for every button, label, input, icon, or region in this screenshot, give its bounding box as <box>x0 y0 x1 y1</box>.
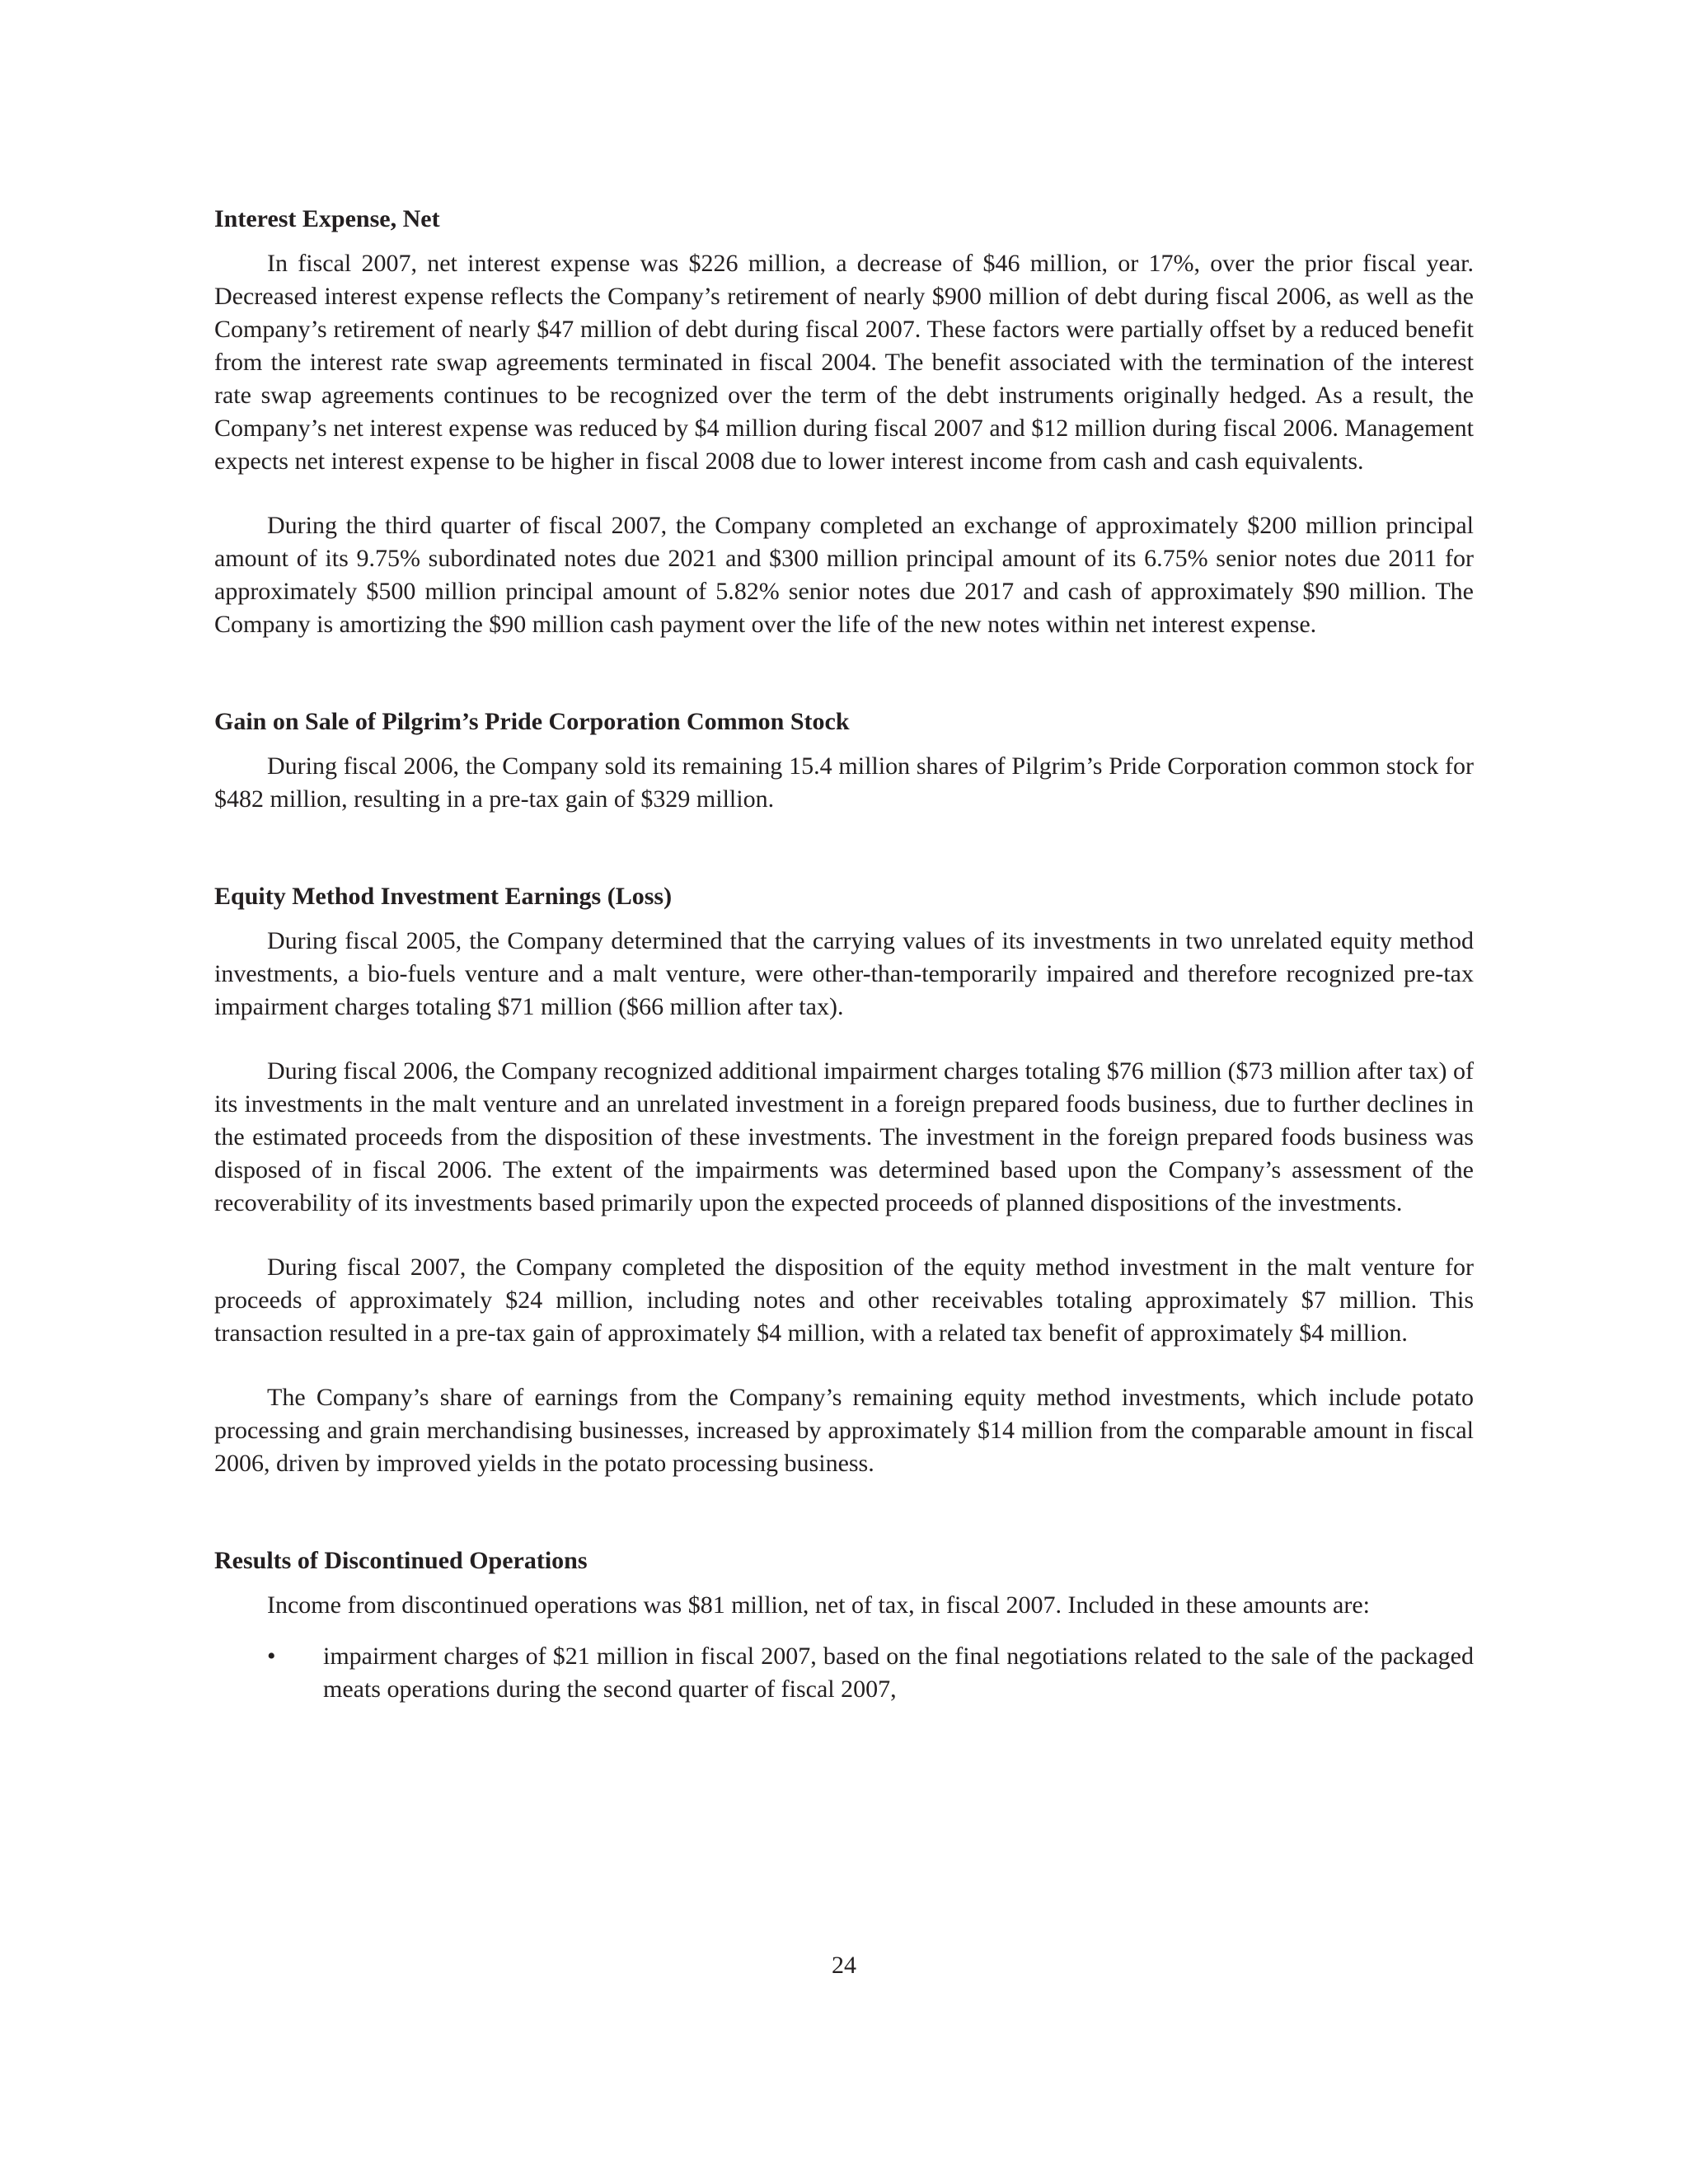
document-body <box>214 203 1474 1706</box>
page-number: 24 <box>832 1952 856 1979</box>
section-heading: Results of Discontinued Operations <box>214 1547 588 1574</box>
bullet-icon: • <box>267 1643 276 1670</box>
section-interest-expense <box>214 203 1474 641</box>
section-heading: Equity Method Investment Earnings (Loss) <box>214 883 673 910</box>
paragraph: In fiscal 2007, net interest expense was $226 million, a decrease of $46 million, or 17%, over the prior fiscal year. Decreased interest expense reflects the Company’s retirement of nearly $900 million of debt during fiscal 2006, as well as the Company’s retirement of nearly $47 million of debt during fiscal 2007. These factors were partially offset by a reduced benefit from the interest rate swap agreements terminated in fiscal 2004. The benefit associated with the termination of the interest rate swap agreements continues to be recognized over the term of the debt instruments originally hedged. As a result, the Company’s net interest expense was reduced by $4 million during fiscal 2007 and $12 million during fiscal 2006. Management expects net interest expense to be higher in fiscal 2008 due to lower interest income from cash and cash equivalents. <box>214 250 1474 475</box>
list-item-text: impairment charges of $21 million in fiscal 2007, based on the final negotiations related to the sale of the packaged meats operations during the second quarter of fiscal 2007, <box>323 1643 1474 1703</box>
paragraph: During the third quarter of fiscal 2007, the Company completed an exchange of approximately $200 million principal amount of its 9.75% subordinated notes due 2021 and $300 million principal amount of its 6.75% senior notes due 2011 for approximately $500 million principal amount of 5.82% senior notes due 2017 and cash of approximately $90 million. The Company is amortizing the $90 million cash payment over the life of the new notes within net interest expense. <box>214 512 1474 638</box>
paragraph: During fiscal 2007, the Company completed the disposition of the equity method investment in the malt venture for proceeds of approximately $24 million, including notes and other receivables totaling approximately $7 million. This transaction resulted in a pre-tax gain of approximately $4 million, with a related tax benefit of approximately $4 million. <box>214 1254 1474 1347</box>
paragraph: During fiscal 2006, the Company sold its remaining 15.4 million shares of Pilgrim’s Pride Corporation common stock for $482 million, resulting in a pre-tax gain of $329 million. <box>214 752 1474 813</box>
section-gain-on-sale <box>214 705 1474 816</box>
section-heading: Interest Expense, Net <box>214 205 440 232</box>
section-equity-method <box>214 880 1474 1480</box>
section-heading: Gain on Sale of Pilgrim’s Pride Corporation Common Stock <box>214 708 850 735</box>
paragraph: During fiscal 2005, the Company determined that the carrying values of its investments in two unrelated equity method investments, a bio-fuels venture and a malt venture, were other-than-temporarily impaired and therefore recognized pre-tax impairment charges totaling $71 million ($66 million after tax). <box>214 927 1474 1020</box>
paragraph: During fiscal 2006, the Company recognized additional impairment charges totaling $76 million ($73 million after tax) of its investments in the malt venture and an unrelated investment in a foreign prepared foods business, due to further declines in the estimated proceeds from the disposition of these investments. The investment in the foreign prepared foods business was disposed of in fiscal 2006. The extent of the impairments was determined based upon the Company’s assessment of the recoverability of its investments based primarily upon the expected proceeds of planned dispositions of the investments. <box>214 1057 1474 1216</box>
bullet-list <box>214 1640 1474 1706</box>
paragraph: Income from discontinued operations was $81 million, net of tax, in fiscal 2007. Included in these amounts are: <box>267 1591 1371 1619</box>
list-item <box>214 1640 1474 1706</box>
section-discontinued-operations <box>214 1544 1474 1706</box>
paragraph: The Company’s share of earnings from the Company’s remaining equity method investments, which include potato processing and grain merchandising businesses, increased by approximately $14 million from the comparable amount in fiscal 2006, driven by improved yields in the potato processing business. <box>214 1384 1474 1477</box>
